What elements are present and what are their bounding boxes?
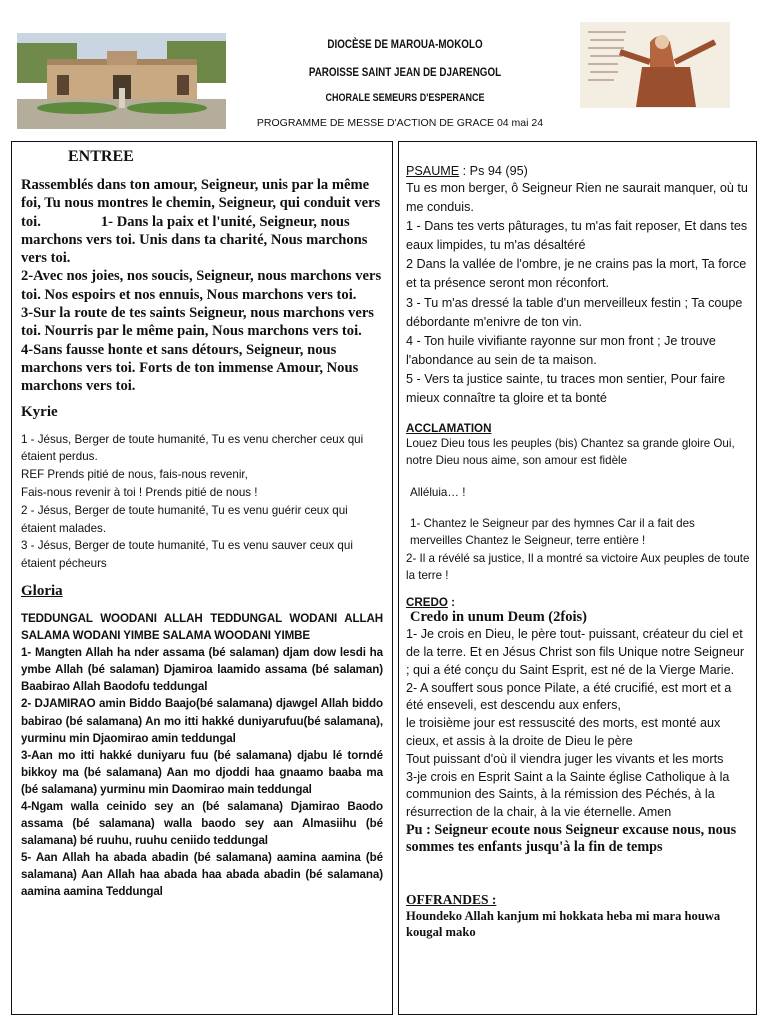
header-diocese: DIOCÈSE DE MAROUA-MOKOLO — [327, 37, 483, 51]
gloria-verse-4: 4-Ngam walla ceinido sey an (bé salamana) Djamirao Baodo assama (bé salamana) walla baodo sey aan Almasiihu (bé salamana) bé ruuhu, ruuhu ceniido teddungal — [21, 799, 383, 848]
saint-illustration — [580, 22, 730, 108]
header-choir: CHORALE SEMEURS D'ESPERANCE — [325, 92, 485, 104]
credo-verse-2c: Tout puissant d'où il viendra juger les vivants et les morts — [406, 751, 724, 766]
psaume-verse-5: 5 - Vers ta justice sainte, tu traces mon sentier, Pour faire mieux connaître ta gloire et ta bonté — [406, 371, 726, 406]
kyrie-verse-1: 1 - Jésus, Berger de toute humanité, Tu es venu chercher ceux qui étaient perdus. — [21, 432, 364, 464]
prayer-universal: Pu : Seigneur ecoute nous Seigneur excause nous, nous sommes tes enfants jusqu'à la fin de temps — [406, 821, 737, 855]
credo-title: Credo in unum Deum (2fois) — [410, 609, 587, 626]
gloria-verse-3: 3-Aan mo itti hakké duniyaru fuu (bé salamana) djabu lé torndé bikkoy ma (bé salamana) Aan mo djoddi haa gnaamo baaba ma (bé salamana) yurminu min Daomirao main teddungal — [21, 748, 383, 796]
psaume-heading — [406, 163, 750, 179]
psaume-ref: : Ps 94 (95) — [459, 164, 528, 178]
church-photo — [17, 33, 226, 129]
entree-verse-1: Dans la paix et l'unité, Seigneur, nous marchons vers toi. Unis dans ta charité, Nous marchons vers toi. — [21, 213, 368, 267]
acclamation-refrain: Louez Dieu tous les peuples (bis) Chantez sa grande gloire Oui, notre Dieu nous aime, son amour est fidèle — [406, 437, 735, 468]
psaume-label: PSAUME — [406, 164, 460, 178]
entree-verse-4: 4-Sans fausse honte et sans détours, Seigneur, nous marchons vers toi. Forts de ton immense Amour, Nous marchons vers toi. — [21, 341, 359, 395]
alleluia: Alléluia… ! — [410, 485, 466, 499]
credo-verse-1: 1- Je crois en Dieu, le père tout- puissant, créateur du ciel et de la terre. Et en Jésus Christ son fils Unique notre Seigneur ; qui a été conçu du Saint Esprit, est né de la Vierge Marie. — [406, 627, 745, 677]
psaume-verse-2: 2 Dans la vallée de l'ombre, je ne crains pas la mort, Ta force et ta présence seront mon réconfort. — [406, 257, 747, 291]
credo-verse-2a: 2- A souffert sous ponce Pilate, a été crucifié, est mort et a été enseveli, est descendu aux enfers, — [406, 680, 732, 713]
credo-heading: CREDO : — [406, 596, 455, 610]
credo-label: CREDO — [406, 596, 448, 610]
credo-verse-3: 3-je crois en Esprit Saint a la Sainte église Catholique à la communion des Saints, à la rémission des Péchés, à la résurrection de la chair, à la vie éternelle. Amen — [406, 769, 730, 820]
kyrie-verse-2: 2 - Jésus, Berger de toute humanité, Tu es venu guérir ceux qui étaient malades. — [21, 503, 348, 535]
gloria-title: Gloria — [21, 582, 63, 599]
header-program: PROGRAMME DE MESSE D'ACTION DE GRACE 04 mai 24 — [256, 117, 544, 129]
psaume-verse-3: 3 - Tu m'as dressé la table d'un merveilleux festin ; Ta coupe débordante m'enivre de ton vin. — [406, 295, 743, 329]
offrandes-label: OFFRANDES : — [406, 891, 497, 907]
entree-verse-2: 2-Avec nos joies, nos soucis, Seigneur, nous marchons vers toi. Nos espoirs et nos ennuis, Nous marchons vers toi. — [21, 268, 382, 303]
entree-refrain: Rassemblés dans ton amour, Seigneur, unis par la même foi, Tu nous montres le chemin, Seigneur, qui conduit vers toi. 1- Dans la paix et l'unité, Seigneur, nous marchons vers toi. Unis dans ta charité, Nous marchons vers toi. — [21, 177, 381, 267]
psaume-refrain: Tu es mon berger, ô Seigneur Rien ne saurait manquer, où tu me conduis. — [406, 181, 748, 215]
left-column — [11, 141, 393, 1015]
acclamation-label: ACCLAMATION — [406, 422, 492, 436]
kyrie-refrain-2: Fais-nous revenir à toi ! Prends pitié de nous ! — [21, 485, 258, 499]
acclamation-verse-2: 2- Il a révélé sa justice, Il a montré sa victoire Aux peuples de toute la terre ! — [406, 551, 750, 582]
offrandes-text: Houndeko Allah kanjum mi hokkata heba mi mara houwa kougal mako — [406, 908, 721, 939]
entree-verse-3: 3-Sur la route de tes saints Seigneur, nous marchons vers toi. Nourris par le même pain, Nous marchons vers toi. — [21, 305, 374, 340]
gloria-verse-1: 1- Mangten Allah ha nder assama (bé salaman) djam dow lesdi ha ymbe Allah (bé salaman) Djamiroa laamido assama (bé salaman) Baabirao Allah Baodofu teddungal — [21, 646, 383, 694]
credo-verse-2b: le troisième jour est ressuscité des morts, est monté aux cieux, et assis à la droite de Dieu le père — [406, 716, 721, 748]
right-column — [398, 141, 757, 1015]
kyrie-verse-3: 3 - Jésus, Berger de toute humanité, Tu es venu sauver ceux qui étaient pécheurs — [21, 539, 353, 571]
entree-verse-number: 1- — [100, 213, 114, 230]
gloria-refrain: TEDDUNGAL WOODANI ALLAH TEDDUNGAL WODANI ALLAH SALAMA WODANI YIMBE SALAMA WOODANI YIMBE — [21, 611, 383, 643]
kyrie-refrain-1: REF Prends pitié de nous, fais-nous revenir, — [21, 468, 248, 482]
gloria-verse-5: 5- Aan Allah ha abada abadin (bé salamana) aamina aamina (bé salamana) Aan Allah haa abada haa abada abadin (bé salamana) aamina aamina Teddungal — [21, 851, 383, 899]
entree-title: ENTREE — [68, 148, 134, 165]
gloria-verse-2: 2- DJAMIRAO amin Biddo Baajo(bé salamana) djawgel Allah biddo babirao (bé salamana) An mo itti hakké duniyarufuu(bé salamana), yurminu min Djaomirao amin teddungal — [21, 697, 383, 745]
psaume-verse-4: 4 - Ton huile vivifiante rayonne sur mon front ; Je trouve l'abondance au sein de ta maison. — [406, 333, 716, 367]
psaume-verse-1: 1 - Dans tes verts pâturages, tu m'as fait reposer, Et dans tes eaux limpides, tu m'as désaltéré — [406, 219, 748, 253]
acclamation-verse-1: 1- Chantez le Seigneur par des hymnes Car il a fait des merveilles Chantez le Seigneur, terre entière ! — [410, 517, 695, 548]
header-parish: PAROISSE SAINT JEAN DE DJARENGOL — [308, 65, 502, 79]
kyrie-title: Kyrie — [21, 403, 58, 420]
